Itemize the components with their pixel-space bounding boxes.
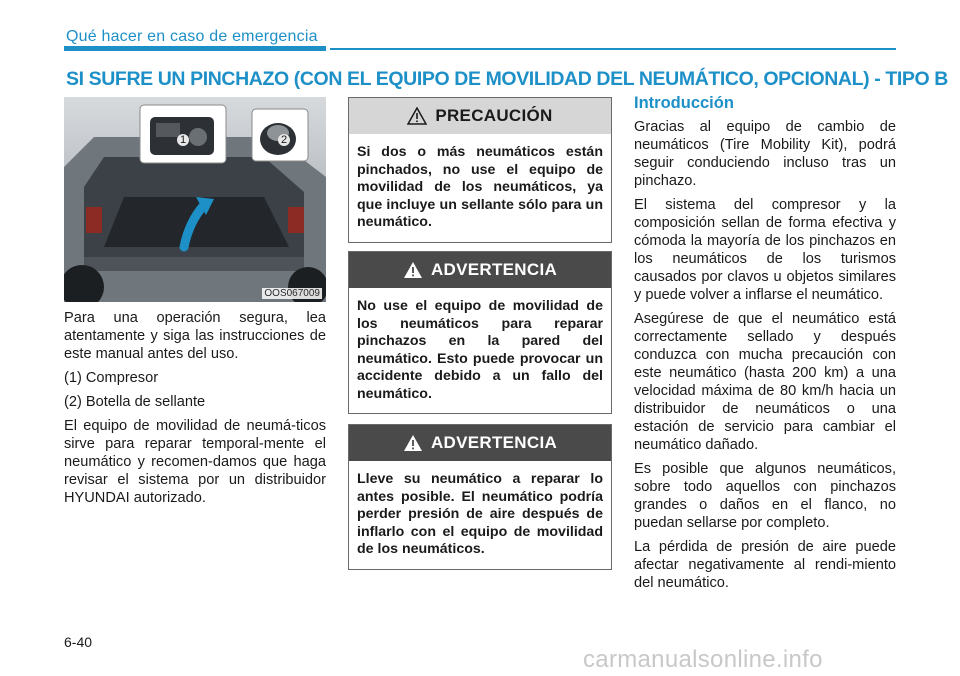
intro-heading: Introducción [634, 94, 734, 112]
paragraph: El equipo de movilidad de neumá-ticos sirve para reparar temporal-mente el neumático y recomen-damos que haga revisar el sistema por un distribuidor HYUNDAI autorizado. [64, 418, 326, 506]
caution-box-label: PRECAUCIÓN [435, 106, 553, 125]
paragraph: La pérdida de presión de aire puede afectar negativamente al rendi-miento del neumático. [634, 539, 896, 591]
paragraph: Es posible que algunos neumáticos, sobre todo aquellos con pinchazos grandes o daños en el flanco, no puedan sellarse por completo. [634, 461, 896, 531]
figure-photo [64, 97, 326, 302]
paragraph: (2) Botella de sellante [64, 394, 206, 410]
intro-text [634, 118, 896, 598]
warning-box-header [349, 425, 611, 461]
watermark: carmanualsonline.info [583, 646, 823, 673]
warning-triangle-icon [403, 434, 423, 452]
section-header-rule [330, 48, 896, 50]
warning-box-label: ADVERTENCIA [430, 260, 558, 279]
paragraph: El sistema del compresor y la composición sellan de forma efectiva y cómoda la mayoría de los pinchazos en los neumáticos de los turismos causados por clavos u objetos similares y puede volver a inflarse el neumático. [634, 197, 896, 303]
section-header: Qué hacer en caso de emergencia [66, 28, 318, 45]
paragraph: (1) Compresor [64, 370, 159, 386]
caution-box-header [349, 98, 611, 134]
warning-box-header [349, 252, 611, 288]
caution-box-text: Si dos o más neumáticos están pinchados, no use el equipo de movilidad de los neumáticos, ya que incluye un sellante sólo para un neumático. [357, 144, 603, 230]
paragraph: Para una operación segura, lea atentamente y siga las instrucciones de este manual antes del uso. [64, 310, 326, 362]
warning-box-label: ADVERTENCIA [430, 433, 558, 452]
warning-box [348, 251, 612, 414]
caution-box [348, 97, 612, 243]
paragraph: Asegúrese de que el neumático está correctamente sellado y después conduzca con mucha precaución con este neumático (hasta 200 km) a una velocidad máxima de 80 km/h hacia un distribuidor de neumáticos o una estación de servicio para cambiar el neumático dañado. [634, 311, 896, 453]
warning-box-text: Lleve su neumático a reparar lo antes posible. El neumático podría perder presión de aire después de inflarlo con el equipo de movilidad de los neumáticos. [357, 471, 603, 557]
warning-box-text: No use el equipo de movilidad de los neumáticos para reparar pinchazos en la pared del neumático. Esto puede provocar un accidente debido a un fallo del neumático. [357, 298, 603, 402]
page-number: 6-40 [64, 634, 93, 650]
paragraph: Gracias al equipo de cambio de neumáticos (Tire Mobility Kit), podrá seguir conduciendo incluso tras un pinchazo. [634, 119, 896, 189]
left-column-text [64, 309, 326, 513]
warning-box [348, 424, 612, 570]
section-header-bar [64, 46, 326, 51]
warning-triangle-icon [403, 261, 423, 279]
page-title: SI SUFRE UN PINCHAZO (CON EL EQUIPO DE MOVILIDAD DEL NEUMÁTICO, OPCIONAL) - TIPO B [66, 68, 948, 90]
callout-number-1: 1 [177, 134, 189, 146]
caution-triangle-icon [407, 107, 427, 125]
figure-code: OOS067009 [264, 288, 320, 299]
callout-number-2: 2 [278, 134, 290, 146]
car-trunk-illustration [64, 97, 326, 302]
